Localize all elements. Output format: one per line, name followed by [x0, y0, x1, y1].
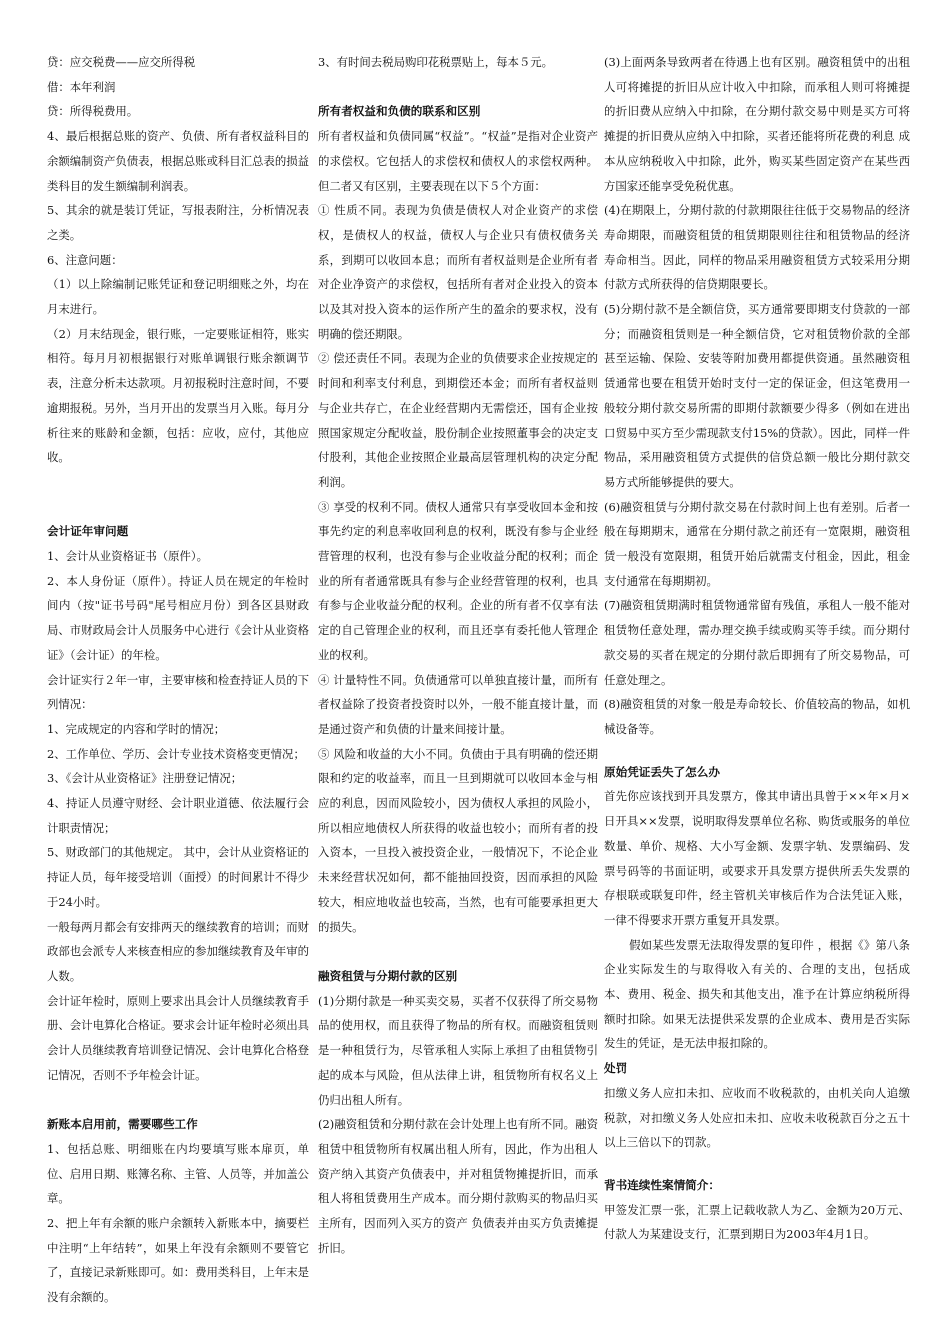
paragraph: ③ 享受的权利不同。债权人通常只有享受收回本金和按事先约定的利息率收回利息的权利，既没有参与企业经营管理的权利，也没有参与企业收益分配的权利；而企业的所有者通常既具有参与企业经营管理的权利，也具有参与企业收益分配的权利。企业的所有者不仅享有法定的自己管理企业的权利，而且还享有委托他人管理企业的权利。 — [318, 499, 598, 662]
paragraph: 3、有时间去税局购印花税票贴上，每本５元。 — [318, 55, 554, 69]
paragraph: 1、会计从业资格证书（原件）。 — [47, 549, 209, 564]
paragraph: 一般每两月都会有安排两天的继续教育的培训；而财政部也会派专人来核查相应的参加继续教育及年审的人数。 — [47, 919, 309, 983]
section-heading: 所有者权益和负债的联系和区别 — [318, 104, 481, 119]
paragraph: （1）以上除编制记账凭证和登记明细账之外，均在月末进行。 — [47, 277, 309, 317]
paragraph: (6)融资租赁与分期付款交易在付款时间上也有差别。后者一般在每期期末，通常在分期付款之前还有一宽限期，融资租赁一般没有宽限期，租赁开始后就需支付租金，因此，租金支付通常在每期期初。 — [604, 499, 910, 588]
paragraph: (4)在期限上，分期付款的付款期限往往低于交易物品的经济寿命期限，而融资租赁的租赁期限则往往和租赁物品的经济寿命相当。因此，同样的物品采用融资租赁方式较采用分期付款方式所获得的信贷期限要长。 — [604, 203, 910, 292]
paragraph: (8)融资租赁的对象一般是寿命较长、价值较高的物品，如机械设备等。 — [604, 697, 910, 736]
paragraph: ④ 计量特性不同。负债通常可以单独直接计量，而所有者权益除了投资者投资时以外，一般不能直接计量，而是通过资产和负债的计量来间接计量。 — [318, 672, 598, 736]
paragraph: 扣缴义务人应扣未扣、应收而不收税款的，由机关向人追缴税款，对扣缴义务人处应扣未扣、应收未收税款百分之五十以上三倍以下的罚款。 — [604, 1085, 910, 1150]
section-heading: 处罚 — [604, 1061, 628, 1076]
paragraph: (1)分期付款是一种买卖交易，买者不仅获得了所交易物品的使用权，而且获得了物品的所有权。而融资租赁则是一种租赁行为，尽管承租人实际上承担了由租赁物引起的成本与风险，但从法律上讲，租赁物所有权名义上仍归出租人所有。 — [318, 993, 598, 1107]
paragraph: 4、持证人员遵守财经、会计职业道德、依法履行会计职责情况； — [47, 796, 309, 835]
section-heading: 背书连续性案情简介： — [604, 1177, 720, 1192]
paragraph: (5)分期付款不是全额信贷，买方通常要即期支付贷款的一部分；而融资租赁则是一种全额信贷，它对租赁物价款的全部甚至运输、保险、安装等附加费用都提供资通。虽然融资租赁通常也要在租赁开始时支付一定的保证金，但这笔费用一般较分期付款交易所需的即期付款额要少得多（例如在进出口贸易中买方至少需现款支付15%的贷款）。因此，同样一件物品，采用融资租赁方式提供的信贷总额一般比分期付款交易方式所能够提供的要大。 — [604, 302, 910, 489]
text-line: 贷：所得税费用。 — [47, 104, 139, 119]
paragraph: ② 偿还责任不同。表现为企业的负债要求企业按规定的时间和利率支付利息，到期偿还本金；而所有者权益则与企业共存亡，在企业经营期内无需偿还，国有企业按照国家规定分配收益，股份制企业按照董事会的决定支付股利，其他企业按照企业最高层管理机构的决定分配利润。 — [318, 351, 598, 489]
paragraph: 首先你应该找到开具发票方，像其申请出具曾于××年×月×日开具××发票，说明取得发票单位名称、购货或服务的单位数量、单价、规格、大小写金额、发票字轨、发票编码、发票号码等的书面证明，或要求开具发票方提供所丢失发票的存根联或联复印件，经主管机关审核后作为合法凭证入账，一律不得要求开票方重复开具发票。 — [604, 789, 910, 927]
paragraph: 所有者权益和负债同属“权益”。“权益”是指对企业资产的求偿权。它包括人的求偿权和债权人的求偿权两种。但二者又有区别，主要表现在以下５个方面： — [318, 129, 598, 193]
text-line: 借：本年利润 — [47, 79, 116, 94]
paragraph: (7)融资租赁期满时租赁物通常留有残值，承租人一般不能对租赁物任意处理，需办理交换手续或购买等手续。而分期付款交易的买者在规定的分期付款后即拥有了所交易物品，可任意处理之。 — [604, 598, 910, 687]
paragraph: 会计证实行２年一审，主要审核和检查持证人员的下列情况： — [47, 672, 309, 712]
paragraph: 1、完成规定的内容和学时的情况； — [47, 721, 226, 736]
paragraph: ⑤ 风险和收益的大小不同。负债由于具有明确的偿还期限和约定的收益率，而且一旦到期就可以收回本金与相应的利息，因而风险较小，因为债权人承担的风险小，所以相应地债权人所获得的收益也较小；而所有者的投入资本，一旦投入被投资企业，一般情况下，不论企业未来经营状况如何，都不能抽回投资，因而承担的风险较大，相应地收益也较高，当然，也有可能要承担更大的损失。 — [318, 746, 598, 934]
paragraph: 会计证年检时，原则上要求出具会计人员继续教育手册、会计电算化合格证。要求会计证年检时必须出具会计人员继续教育培训登记情况、会计电算化合格登记情况，否则不予年检会计证。 — [47, 993, 309, 1082]
left-column — [47, 50, 309, 1310]
middle-column — [318, 50, 598, 1260]
section-heading: 会计证年审问题 — [47, 524, 129, 539]
paragraph: （2）月末结现金，银行账，一定要账证相符，账实相符。每月月初根据银行对账单调银行账余额调节表，注意分析未达款项。月初报税时注意时间，不要逾期报税。另外，当月开出的发票当月入账。每月分析往来的账龄和金额，包括：应收，应付，其他应收。 — [47, 326, 309, 465]
paragraph: 2、本人身份证（原件）。持证人员在规定的年检时间内（按"证书号码"尾号相应月份）到各区县财政局、市财政局会计人员服务中心进行《会计从业资格证》（会计证）的年检。 — [47, 573, 309, 662]
text-line: 贷：应交税费——应交所得税 — [47, 55, 196, 69]
paragraph: 2、工作单位、学历、会计专业技术资格变更情况； — [47, 746, 305, 761]
paragraph: 5、其余的就是装订凭证，写报表附注，分析情况表之类。 — [47, 203, 309, 242]
paragraph: 1、包括总账、明细账在内均要填写账本扉页，单位、启用日期、账簿名称、主管、人员等，并加盖公章。 — [47, 1141, 309, 1206]
paragraph: 4、最后根据总账的资产、负债、所有者权益科目的余额编制资产负债表，根据总账或科目汇总表的损益类科目的发生额编制利润表。 — [47, 129, 309, 193]
paragraph: 甲签发汇票一张，汇票上记载收款人为乙、金额为20万元、付款人为某建设支行，汇票到期日为2003年4月1日。 — [604, 1202, 910, 1242]
paragraph: 5、财政部门的其他规定。 其中，会计从业资格证的持证人员，每年接受培训（面授）的时间累计不得少于24小时。 — [47, 845, 309, 909]
section-heading: 原始凭证丢失了怎么办 — [604, 764, 720, 779]
paragraph: 假如某些发票无法取得发票的复印件 ，根据《》第八条企业实际发生的与取得收入有关的、合理的支出，包括成本、费用、税金、损失和其他支出，准予在计算应纳税所得额时扣除。如果无法提供采发票的企业成本、费用是否实际发生的凭证，是无法申报扣除的。 — [604, 937, 910, 1051]
paragraph: 6、注意问题： — [47, 252, 123, 267]
paragraph: ① 性质不同。表现为负债是债权人对企业资产的求偿权，是债权人的权益，债权人与企业只有债权债务关系，到期可以收回本息；而所有者权益则是企业所有者对企业净资产的求偿权，包括所有者对企业投入的资本以及其对投入资本的运作所产生的盈余的要求权，没有明确的偿还期限。 — [318, 203, 598, 341]
section-heading: 新账本启用前，需要哪些工作 — [47, 1117, 198, 1132]
paragraph: (3)上面两条导致两者在待遇上也有区别。融资租赁中的出租人可将摊提的折旧从应计收入中扣除，而承租人则可将摊提的折旧费从应纳入中扣除，在分期付款交易中则是买方可将摊提的折旧费从应纳入中扣除，买者还能将所花费的利息 成本从应纳税收入中扣除，此外，购买某些固定资产在某些西方国家还能享受免税优惠。 — [604, 55, 910, 193]
paragraph: 3、《会计从业资格证》注册登记情况； — [47, 771, 243, 786]
right-column — [604, 50, 910, 1247]
section-heading: 融资租赁与分期付款的区别 — [318, 968, 458, 983]
paragraph: 2、把上年有余额的账户余额转入新账本中，摘要栏中注明“上年结转”，如果上年没有余额则不要管它了，直接记录新账即可。如：费用类科目，上年末是没有余额的。 — [47, 1216, 309, 1305]
paragraph: (2)融资租赁和分期付款在会计处理上也有所不同。融资租赁中租赁物所有权属出租人所有，因此，作为出租人资产纳入其资产负债表中，并对租赁物摊提折旧，而承租人将租赁费用生产成本。而分期付款购买的物品归买主所有，因而列入买方的资产 负债表并由买方负责摊提折旧。 — [318, 1117, 598, 1255]
